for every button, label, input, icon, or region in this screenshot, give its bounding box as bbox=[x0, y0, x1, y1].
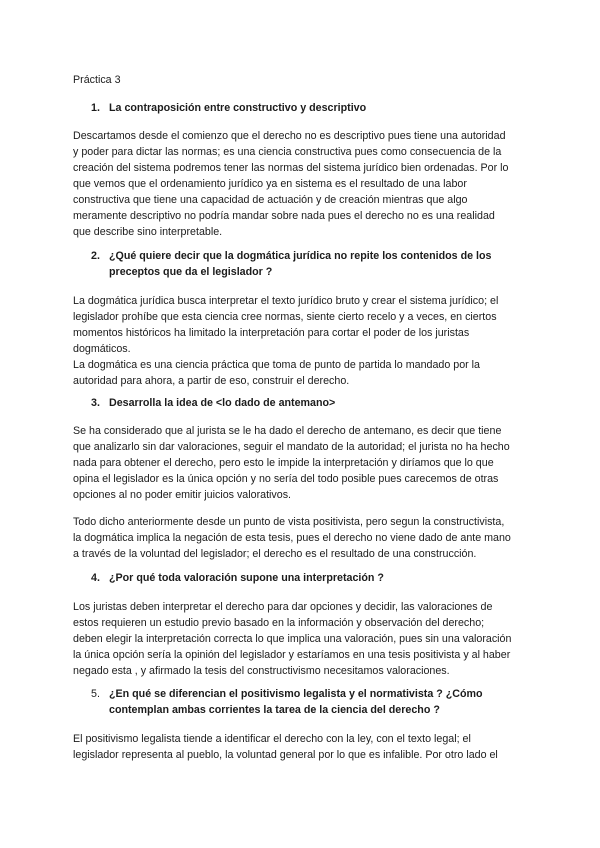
section-1-text-line: que describe sino interpretable. bbox=[73, 226, 223, 238]
section-3-text-line: la dogmática implica la negación de esta tesis, pues el derecho no viene dado de ante mano bbox=[73, 532, 511, 544]
section-3-heading-text: Desarrolla la idea de <lo dado de antemano> bbox=[109, 397, 336, 409]
section-1-text-line: que vemos que el ordenamiento jurídico ya en sistema es el resultado de una labor bbox=[73, 178, 467, 190]
section-3-text-line: opina el legislador es la única opción y no sería del todo posible pues carecemos de otras bbox=[73, 473, 499, 485]
section-3-heading bbox=[91, 395, 335, 411]
section-1-text-line: creación del sistema podremos tener las normas del sistema jurídico bien ordenadas. Por lo bbox=[73, 162, 509, 174]
section-2-text-line: autoridad para ahora, a partir de eso, construir el derecho. bbox=[73, 375, 350, 387]
section-2-text-line: momentos históricos ha limitado la interpretación para cortar el poder de los juristas bbox=[73, 327, 470, 339]
section-2-heading bbox=[91, 248, 491, 264]
section-5-number: 5. bbox=[91, 688, 100, 700]
section-5-heading-text: contemplan ambas corrientes la tarea de la ciencia del derecho ? bbox=[109, 704, 440, 716]
section-5-text-line: El positivismo legalista tiende a identificar el derecho con la ley, con el texto legal; el bbox=[73, 733, 471, 745]
section-3-text-line: que analizarlo sin dar valoraciones, seguir el mandato de la autoridad; el jurista no ha hecho bbox=[73, 441, 510, 453]
section-4-heading-text: ¿Por qué toda valoración supone una interpretación ? bbox=[109, 572, 384, 584]
section-5-text-line: legislador representa al pueblo, la voluntad general por lo que es infalible. Por otro lado el bbox=[73, 749, 498, 761]
section-3-number: 3. bbox=[91, 397, 100, 409]
section-4-text-line: estos requieren un estudio previo basado en la información y observación del derecho; bbox=[73, 617, 485, 629]
section-1-heading-text: La contraposición entre constructivo y descriptivo bbox=[109, 102, 367, 114]
section-3-text-line: Todo dicho anteriormente desde un punto de vista positivista, pero segun la constructivista, bbox=[73, 516, 505, 528]
section-4-text-line: la única opción sería la opinión del legislador y estaríamos en una tesis positivista y al haber bbox=[73, 649, 511, 661]
document-title: Práctica 3 bbox=[73, 74, 121, 86]
section-1-text-line: constructiva que tiene una capacidad de actuación y de creación mientras que algo bbox=[73, 194, 468, 206]
section-4-number: 4. bbox=[91, 572, 100, 584]
section-3-text-line: nada para obtener el derecho, pero esto le impide la interpretación y diríamos que lo que bbox=[73, 457, 494, 469]
section-2-text-line: La dogmática jurídica busca interpretar el texto jurídico bruto y crear el sistema jurídico; el bbox=[73, 295, 499, 307]
section-4-text-line: Los juristas deben interpretar el derecho para dar opciones y decidir, las valoraciones de bbox=[73, 601, 493, 613]
section-1-text-line: y poder para dictar las normas; es una ciencia constructiva pues como consecuencia de la bbox=[73, 146, 502, 158]
section-2-number: 2. bbox=[91, 250, 100, 262]
section-4-heading bbox=[91, 570, 384, 586]
section-1-heading bbox=[91, 100, 366, 116]
section-3-text-line: opciones al no poder emitir juicios valorativos. bbox=[73, 489, 292, 501]
section-1-text-line: Descartamos desde el comienzo que el derecho no es descriptivo pues tiene una autoridad bbox=[73, 130, 506, 142]
section-2-heading-text: preceptos que da el legislador ? bbox=[109, 266, 273, 278]
section-4-text-line: deben elegir la interpretación correcta lo que implica una valoración, pues sin una valoración bbox=[73, 633, 512, 645]
section-2-text-line: La dogmática es una ciencia práctica que toma de punto de partida lo mandado por la bbox=[73, 359, 480, 371]
section-3-text-line: a través de la voluntad del legislador; el derecho es el resultado de una construcción. bbox=[73, 548, 477, 560]
section-2-text-line: dogmáticos. bbox=[73, 343, 131, 355]
section-5-heading bbox=[91, 686, 483, 702]
section-2-heading-text: ¿Qué quiere decir que la dogmática jurídica no repite los contenidos de los bbox=[109, 250, 492, 262]
section-5-heading-text: ¿En qué se diferencian el positivismo legalista y el normativista ? ¿Cómo bbox=[109, 688, 483, 700]
section-2-text-line: legislador prohíbe que esta ciencia cree normas, siente cierto recelo y a veces, en ciertos bbox=[73, 311, 497, 323]
section-4-text-line: negado esta , y afirmado la tesis del constructivismo necesitamos valoraciones. bbox=[73, 665, 450, 677]
section-1-number: 1. bbox=[91, 102, 100, 114]
section-3-text-line: Se ha considerado que al jurista se le ha dado el derecho de antemano, es decir que tiene bbox=[73, 425, 502, 437]
section-1-text-line: meramente descriptivo no podría mandar sobre nada pues el derecho no es una realidad bbox=[73, 210, 495, 222]
